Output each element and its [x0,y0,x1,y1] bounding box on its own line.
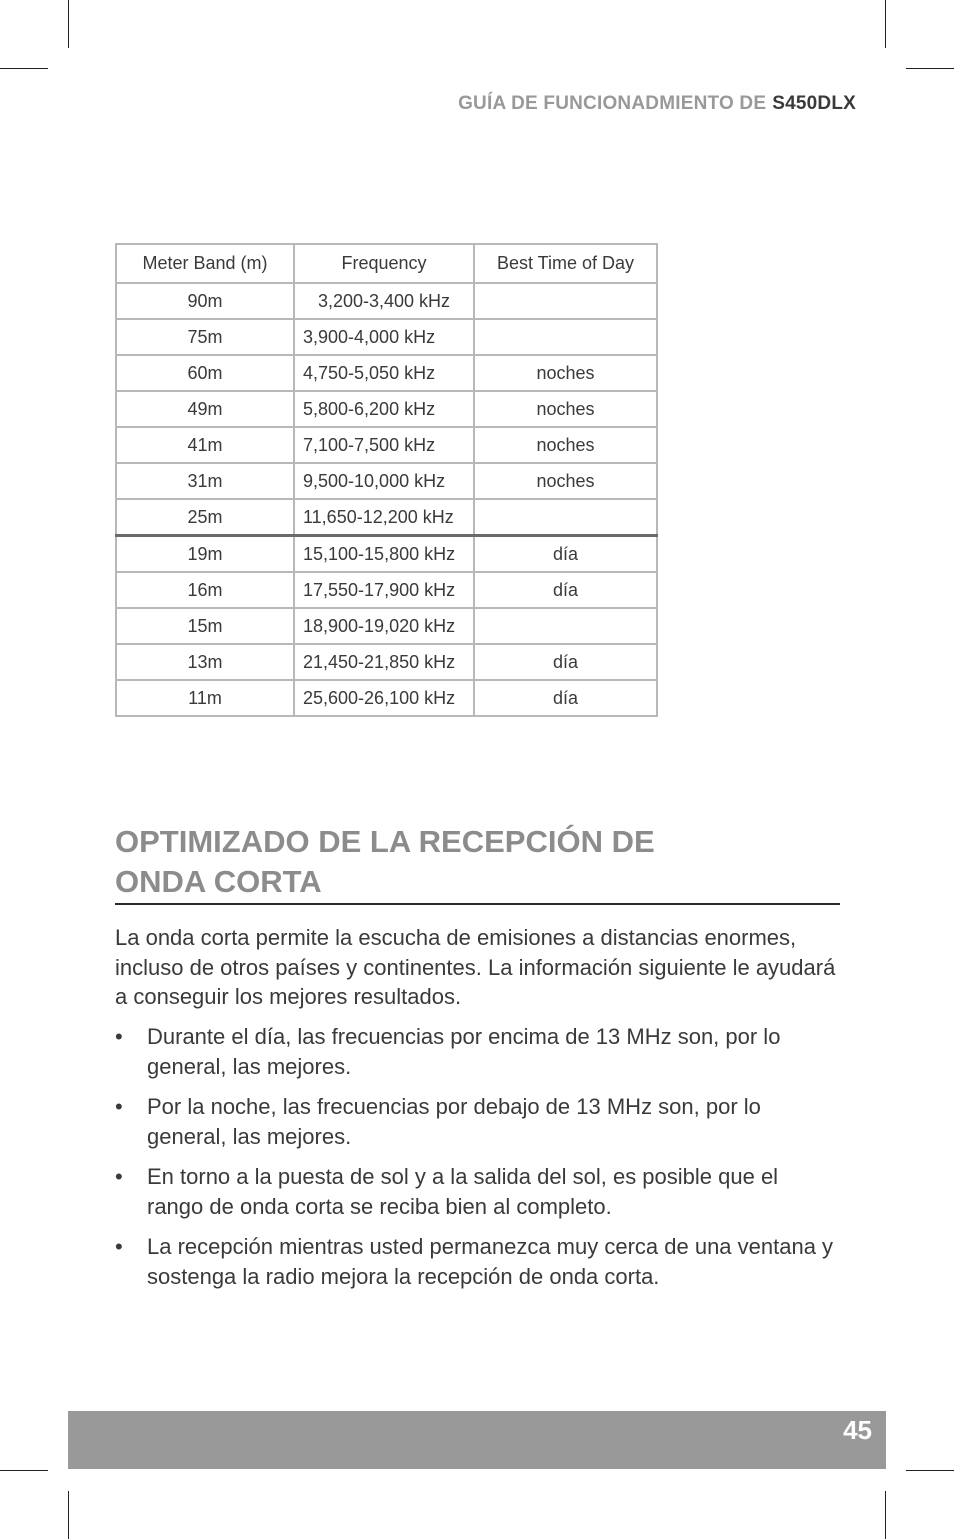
best-time-cell: día [474,644,657,680]
column-header-frequency: Frequency [294,244,474,283]
frequency-cell: 5,800-6,200 kHz [294,391,474,427]
tips-list [115,1022,840,1302]
frequency-cell: 3,900-4,000 kHz [294,319,474,355]
column-header-band: Meter Band (m) [116,244,294,283]
frequency-cell: 18,900-19,020 kHz [294,608,474,644]
band-cell: 25m [116,499,294,536]
crop-mark [906,1470,954,1471]
table-row [116,680,657,716]
band-cell: 11m [116,680,294,716]
frequency-cell: 15,100-15,800 kHz [294,536,474,573]
best-time-cell: noches [474,463,657,499]
meter-band-table [115,243,658,717]
bullet: • [115,1094,123,1119]
crop-mark [0,68,48,69]
best-time-cell [474,319,657,355]
table-row [116,499,657,536]
frequency-cell: 17,550-17,900 kHz [294,572,474,608]
best-time-cell: día [474,536,657,573]
crop-mark [885,1491,886,1539]
list-item-text: La recepción mientras usted permanezca muy cerca de una ventana y sostenga la radio mejora la recepción de onda corta. [147,1234,834,1289]
table-row [116,536,657,573]
column-header-best-time: Best Time of Day [474,244,657,283]
best-time-cell [474,608,657,644]
band-cell: 75m [116,319,294,355]
table-row [116,283,657,319]
list-item-text: Por la noche, las frecuencias por debajo de 13 MHz son, por lo general, las mejores. [147,1094,761,1149]
best-time-cell [474,283,657,319]
best-time-cell: día [474,680,657,716]
frequency-cell: 3,200-3,400 kHz [294,283,474,319]
band-cell: 31m [116,463,294,499]
best-time-cell: noches [474,355,657,391]
list-item [115,1162,840,1221]
frequency-cell: 9,500-10,000 kHz [294,463,474,499]
list-item [115,1232,840,1291]
crop-mark [885,0,886,48]
crop-mark [906,68,954,69]
table-header-row [116,244,657,283]
crop-mark [68,1491,69,1539]
table-row [116,391,657,427]
best-time-cell: noches [474,427,657,463]
band-cell: 41m [116,427,294,463]
footer-bar [68,1411,886,1469]
frequency-cell: 25,600-26,100 kHz [294,680,474,716]
crop-mark [0,1470,48,1471]
guide-title: GUÍA DE FUNCIONADMIENTO DE [458,93,767,114]
list-item-text: Durante el día, las frecuencias por encima de 13 MHz son, por lo general, las mejores. [147,1024,781,1079]
band-cell: 60m [116,355,294,391]
band-cell: 19m [116,536,294,573]
table-row [116,355,657,391]
section-title [115,822,815,902]
list-item [115,1022,840,1081]
bullet: • [115,1234,123,1259]
section-title-line-2: ONDA CORTA [115,864,322,899]
intro-paragraph: La onda corta permite la escucha de emisiones a distancias enormes, incluso de otros países y continentes. La información siguiente le ayudará a conseguir los mejores resultados. [115,925,836,1009]
frequency-cell: 4,750-5,050 kHz [294,355,474,391]
best-time-cell: día [474,572,657,608]
band-cell: 49m [116,391,294,427]
band-cell: 15m [116,608,294,644]
band-cell: 13m [116,644,294,680]
table-row [116,572,657,608]
running-header [458,93,856,115]
frequency-cell: 11,650-12,200 kHz [294,499,474,536]
table-row [116,319,657,355]
table-row [116,463,657,499]
bullet: • [115,1024,123,1049]
frequency-cell: 21,450-21,850 kHz [294,644,474,680]
best-time-cell [474,499,657,536]
table-row [116,608,657,644]
table-row [116,427,657,463]
page-number: 45 [843,1415,872,1445]
title-divider [115,903,840,905]
frequency-cell: 7,100-7,500 kHz [294,427,474,463]
bullet: • [115,1164,123,1189]
table-row [116,644,657,680]
crop-mark [68,0,69,48]
model-name: S450DLX [772,93,856,114]
best-time-cell: noches [474,391,657,427]
section-title-line-1: OPTIMIZADO DE LA RECEPCIÓN DE [115,824,655,859]
list-item [115,1092,840,1151]
band-cell: 16m [116,572,294,608]
band-cell: 90m [116,283,294,319]
list-item-text: En torno a la puesta de sol y a la salida del sol, es posible que el rango de onda corta se reciba bien al completo. [147,1164,779,1219]
